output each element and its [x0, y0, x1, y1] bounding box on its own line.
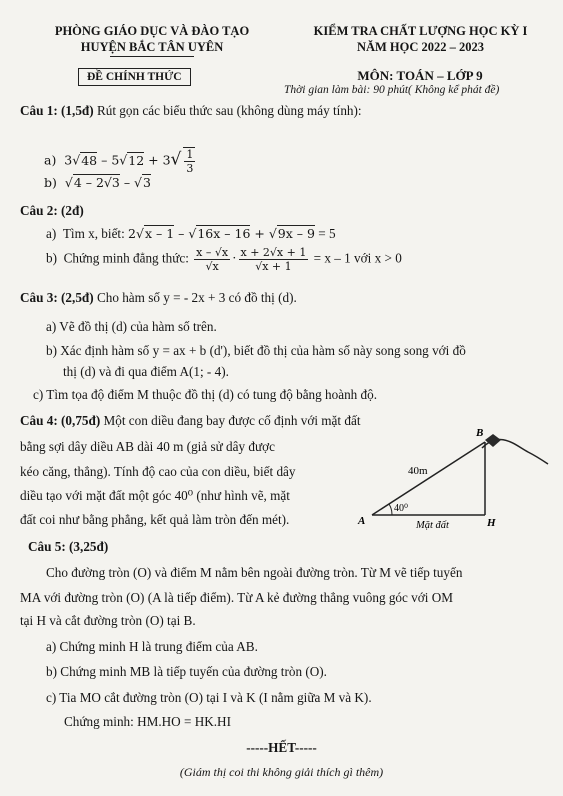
q4-line5: đất coi như bằng phẳng, kết quả làm tròn đến mét). [20, 512, 290, 527]
kite-figure [350, 420, 550, 535]
label-a: A [358, 515, 366, 527]
q3-text: Cho hàm số y = - 2x + 3 có đồ thị (d). [93, 290, 297, 305]
q1a: a) 3√48 – 5√12 + 3√ $\frac{1}{3}$ [44, 148, 194, 175]
label-40m: 40m [408, 465, 428, 477]
q4-line3: kéo căng, thẳng). Tính độ cao của con diều, biết dây [20, 464, 296, 479]
q5-p1: Cho đường tròn (O) và điểm M nằm bên ngoài đường tròn. Từ M vẽ tiếp tuyến [46, 565, 463, 580]
angle-arc [389, 504, 392, 515]
q2b-rhs: = x – 1 với x > 0 [310, 250, 402, 266]
q5b: b) Chứng minh MB là tiếp tuyến của đường tròn (O). [46, 664, 327, 679]
school-district: HUYỆN BẮC TÂN UYÊN [80, 40, 224, 54]
q4-line1 [20, 413, 360, 429]
q2a: a) Tìm x, biết: 2√x – 1 – √16x – 16 + √9x – 9 = 5 [46, 226, 336, 241]
label-b: B [476, 427, 484, 439]
q1-text: Rút gọn các biểu thức sau (không dùng máy tính): [93, 103, 362, 118]
subject: MÔN: TOÁN – LỚP 9 [357, 68, 483, 83]
label-h: H [487, 517, 496, 529]
q4-text-1: Một con diều đang bay được cố định với mặt đất [100, 413, 361, 428]
q1-title: Câu 1: (1,5đ) [20, 103, 94, 118]
q1b-label: b) [44, 175, 57, 190]
school-dept: PHÒNG GIÁO DỤC VÀ ĐÀO TẠO [54, 24, 250, 38]
q5-p2: MA với đường tròn (O) (A là tiếp điểm). Từ A kẻ đường thẳng vuông góc với OM [20, 590, 453, 605]
exam-title: KIỂM TRA CHẤT LƯỢNG HỌC KỲ I [313, 24, 528, 38]
q2a-label: a) [46, 226, 57, 241]
q2a-rhs: = 5 [314, 226, 336, 241]
label-angle: 40⁰ [394, 503, 409, 514]
q5-title: Câu 5: (3,25đ) [28, 539, 109, 554]
q3b-line1: b) Xác định hàm số y = ax + b (d'), biết đồ thị của hàm số này song song với đồ [46, 343, 466, 358]
label-ground: Mặt đất [416, 520, 449, 531]
q2-title: Câu 2: (2đ) [20, 203, 84, 218]
q4-line2: bằng sợi dây diều AB dài 40 m (giả sử dây được [20, 439, 275, 454]
q4-line4: diều tạo với mặt đất một góc 40⁰ (như hình vẽ, mặt [20, 488, 290, 503]
official-stamp: ĐỀ CHÍNH THỨC [78, 68, 191, 86]
q5c: c) Tia MO cắt đường tròn (O) tại I và K (I nằm giữa M và K). [46, 690, 372, 705]
q5-p3: tại H và cắt đường tròn (O) tại B. [20, 613, 196, 628]
footer-note: (Giám thị coi thi không giải thích gì thêm) [179, 765, 384, 779]
kite-shape [485, 434, 501, 447]
q3a: a) Vẽ đồ thị (d) của hàm số trên. [46, 319, 217, 334]
q1a-label: a) [44, 152, 57, 168]
q1-line [20, 103, 362, 119]
school-year: NĂM HỌC 2022 – 2023 [356, 40, 485, 54]
q2b-label: b) [46, 250, 57, 266]
q2b-text: Chứng minh đẳng thức: [63, 250, 193, 266]
q3c: c) Tìm tọa độ điểm M thuộc đồ thị (d) có tung độ bằng hoành độ. [33, 387, 378, 402]
end-marker: -----HẾT----- [246, 740, 317, 755]
q3-line [20, 290, 297, 306]
q4-title: Câu 4: (0,75đ) [20, 413, 101, 428]
q3b-line2: thị (d) và đi qua điểm A(1; - 4). [63, 364, 229, 379]
q1b: b) √4 – 2√3 – √3 [44, 175, 151, 190]
q2a-text: Tìm x, biết: [62, 226, 129, 241]
duration: Thời gian làm bài: 90 phút( Không kể phát đề) [284, 84, 500, 96]
q3-title: Câu 3: (2,5đ) [20, 290, 94, 305]
header-underline-left [110, 56, 194, 57]
q5a: a) Chứng minh H là trung điểm của AB. [46, 639, 258, 654]
q5c-2: Chứng minh: HM.HO = HK.HI [64, 714, 231, 729]
q2b: b) Chứng minh đẳng thức: $\frac{x - √x}{√x}$ · $\frac{x + 2√x + 1}{√x + 1}$ = x – 1 với x > 0 [46, 246, 402, 273]
